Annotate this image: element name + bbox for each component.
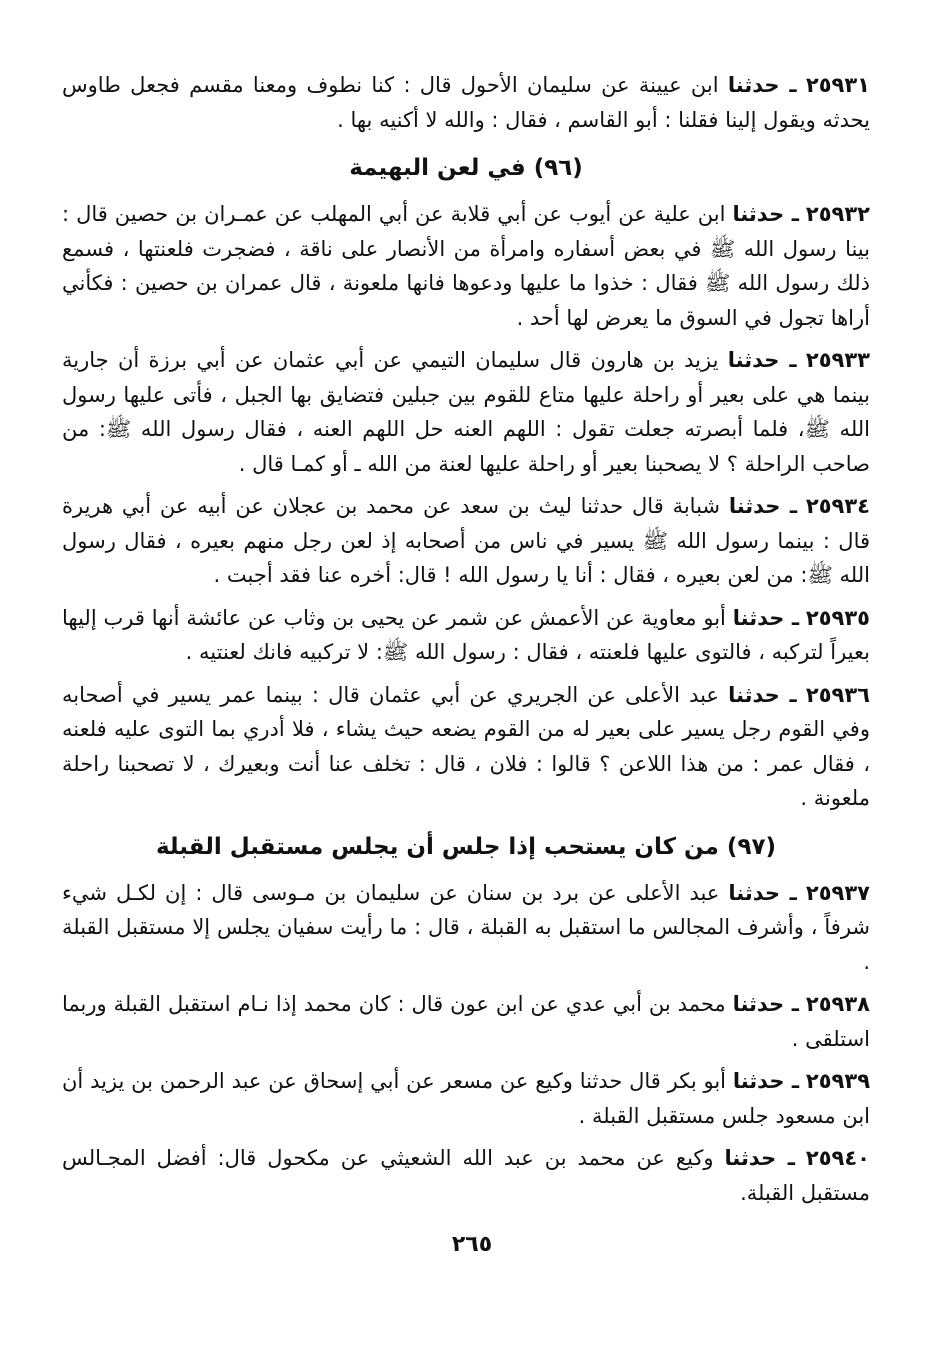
hadith-number: ٢٥٩٣٨	[805, 992, 870, 1016]
hadith-25931	[62, 68, 870, 137]
hadith-number: ٢٥٩٣٩	[805, 1069, 871, 1093]
page-number: ٢٦٥	[451, 1232, 493, 1257]
hadith-number: ٢٥٩٣٣	[805, 348, 870, 372]
hadith-text: أبو معاوية عن الأعمش عن شمر عن يحيى بن وثاب عن عائشة أنها قرب إليها بعيراً لتركبه ، فالتوى عليها فلعنته ، فقال : رسول الله ﷺ: لا تركبيه فانك لعنتيه .	[62, 605, 870, 664]
hadith-25935	[62, 601, 870, 670]
hadith-number: ٢٥٩٣٢	[805, 202, 870, 226]
hadith-lead: ـ حدثنا	[724, 1146, 795, 1170]
hadith-lead: ـ حدثنا	[732, 202, 799, 226]
hadith-text: ابن عيينة عن سليمان الأحول قال : كنا نطوف ومعنا مقسم فجعل طاوس يحدثه ويقول إلينا فقلنا : أبو القاسم ، فقال : والله لا أكنيه بها .	[62, 73, 870, 132]
hadith-25940	[62, 1141, 870, 1210]
hadith-lead: ـ حدثنا	[728, 682, 797, 707]
hadith-lead: ـ حدثنا	[727, 73, 797, 97]
hadith-25939	[62, 1064, 870, 1133]
hadith-number: ٢٥٩٣٦	[805, 682, 870, 707]
hadith-25936	[62, 678, 870, 816]
hadith-lead: ـ حدثنا	[732, 605, 800, 630]
hadith-25937	[62, 876, 870, 980]
page-body	[62, 68, 870, 1210]
hadith-lead: ـ حدثنا	[732, 992, 799, 1016]
hadith-number: ٢٥٩٤٠	[805, 1146, 870, 1170]
hadith-number: ٢٥٩٣٧	[805, 880, 870, 905]
hadith-number: ٢٥٩٣٥	[805, 605, 870, 630]
section-heading-97: (٩٧) من كان يستحب إذا جلس أن يجلس مستقبل القبلة	[155, 833, 777, 860]
hadith-number: ٢٥٩٣٤	[805, 494, 870, 518]
hadith-text: أبو بكر قال حدثنا وكيع عن مسعر عن أبي إسحاق عن عبد الرحمن بن يزيد أن ابن مسعود جلس مستقبل القبلة .	[62, 1069, 870, 1128]
section-heading-96: (٩٦) في لعن البهيمة	[349, 155, 583, 181]
hadith-text: يزيد بن هارون قال سليمان التيمي عن أبي عثمان عن أبي برزة أن جارية بينما هي على بعير أو راحلة عليها متاع للقوم بين جبلين فتضايق بها الجبل ، فأتى عليها رسول الله ﷺ، فلما أبصرته جعلت تقول : اللهم العنه حل اللهم العنه ، فقال رسول الله ﷺ: من صاحب الراحلة ؟ لا يصحبنا بعير أو راحلة عليها لعنة من الله ـ أو كمـا قال .	[62, 348, 870, 476]
hadith-25932	[62, 197, 870, 335]
hadith-25933	[62, 343, 870, 481]
hadith-text: محمد بن أبي عدي عن ابن عون قال : كان محمد إذا نـام استقبل القبلة وربما استلقى .	[62, 992, 870, 1051]
hadith-lead: ـ حدثنا	[728, 494, 798, 518]
hadith-lead: ـ حدثنا	[732, 1069, 800, 1093]
hadith-text: وكيع عن محمد بن عبد الله الشعيثي عن مكحول قال: أفضل المجـالس مستقبل القبلة.	[62, 1146, 870, 1205]
hadith-lead: ـ حدثنا	[728, 880, 797, 905]
hadith-25938	[62, 987, 870, 1056]
hadith-text: عبد الأعلى عن برد بن سنان عن سليمان بن مـوسى قال : إن لكـل شيء شرفاً ، وأشرف المجالس ما استقبل به القبلة ، قال : ما رأيت سفيان يجلس إلا مستقبل القبلة .	[62, 880, 870, 974]
hadith-number: ٢٥٩٣١	[805, 73, 870, 97]
hadith-text: ابن علية عن أيوب عن أبي قلابة عن أبي المهلب عن عمـران بن حصين قال : بينا رسول الله ﷺ في بعض أسفاره وامرأة من الأنصار على ناقة ، فضجرت فلعنتها ، فسمع ذلك رسول الله ﷺ فقال : خذوا ما عليها ودعوها فانها ملعونة ، قال عمران بن حصين : فكأني أراها تجول في السوق ما يعرض لها أحد .	[62, 202, 870, 330]
hadith-text: شبابة قال حدثنا ليث بن سعد عن محمد بن عجلان عن أبيه عن أبي هريرة قال : بينما رسول الله ﷺ يسير في ناس من أصحابه إذ لعن رجل منهم بعيره ، فقال رسول الله ﷺ: من لعن بعيره ، فقال : أنا يا رسول الله ! قال: أخره عنا فقد أجبت .	[62, 494, 870, 587]
hadith-25934	[62, 489, 870, 593]
hadith-lead: ـ حدثنا	[727, 348, 797, 372]
hadith-text: عبد الأعلى عن الجريري عن أبي عثمان قال : بينما عمر يسير في أصحابه وفي القوم رجل يسير على بعير له من القوم يضعه حيث يشاء ، فلا أدري بما التوى عليه فلعنه ، فقال عمر : من هذا اللاعن ؟ قالوا : فلان ، قال : تخلف عنا أنت وبعيرك ، لا تصحبنا راحلة ملعونة .	[62, 682, 870, 810]
